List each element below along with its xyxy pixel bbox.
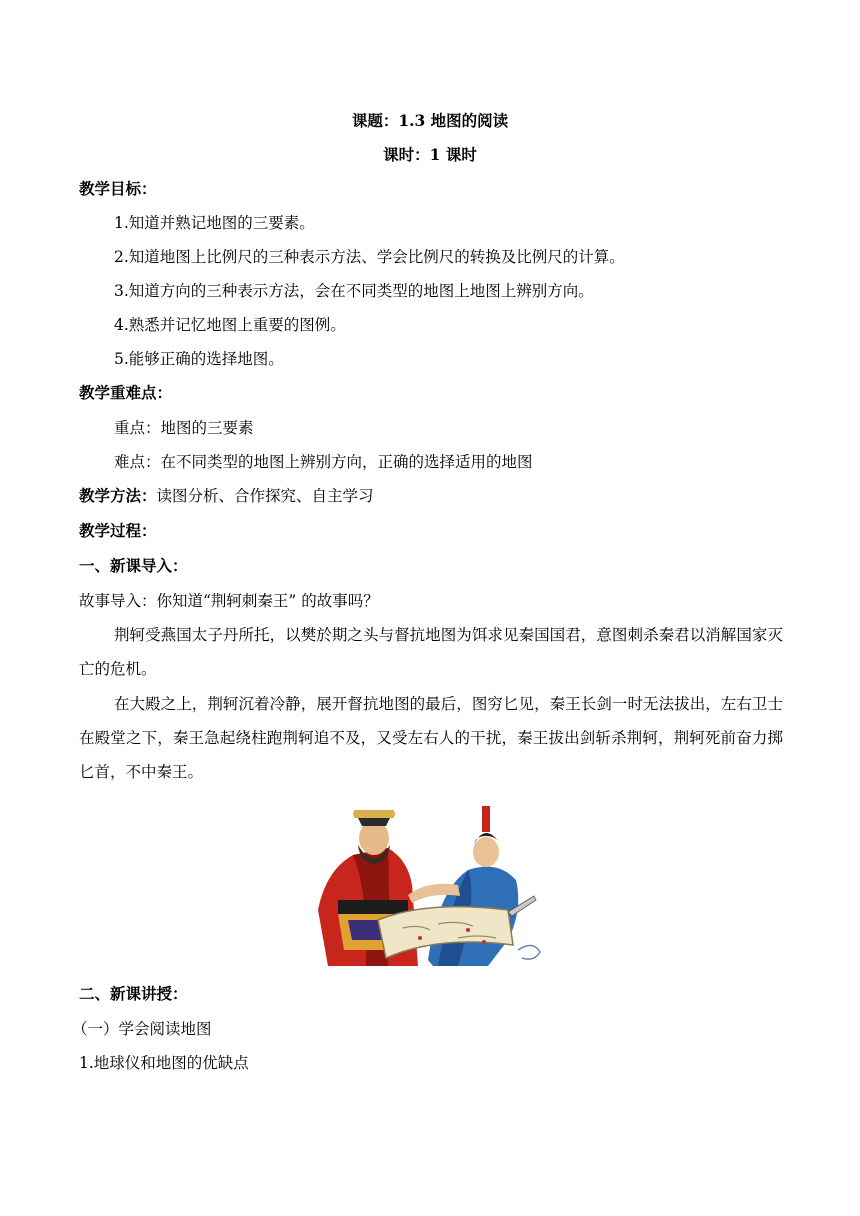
goal-item: 4.熟悉并记忆地图上重要的图例。 <box>114 316 346 334</box>
section-lecture-heading: 二、新课讲授： <box>79 984 188 1003</box>
lesson-title: 课题：1.3 地图的阅读 <box>351 111 509 130</box>
key-point: 重点：地图的三要素 <box>114 419 254 437</box>
goal-item: 1.知道并熟记地图的三要素。 <box>114 214 315 232</box>
subsection-read-map: （一）学会阅读地图 <box>72 1020 212 1038</box>
story-paragraph-1: 荆轲受燕国太子丹所托，以樊於期之头与督抗地图为饵求见秦国国君，意图刺杀秦君以消解国家灭亡的危机。 <box>79 626 783 678</box>
method-text: 读图分析、合作探究、自主学习 <box>156 487 374 505</box>
story-paragraph-2: 在大殿之上，荆轲沉着冷静，展开督抗地图的最后，图穷匕见，秦王长剑一时无法拔出，左右卫士在殿堂之下，秦王急起绕柱跑荆轲追不及，又受左右人的干扰，秦王拔出剑斩杀荆轲，荆轲死前奋力掷匕首，不中秦王。 <box>79 695 783 781</box>
process-heading: 教学过程： <box>79 521 157 540</box>
hard-point: 难点：在不同类型的地图上辨别方向，正确的选择适用的地图 <box>114 453 533 471</box>
section-intro-heading: 一、新课导入： <box>79 556 188 575</box>
difficulty-heading: 教学重难点： <box>79 383 173 402</box>
story-intro: 故事导入：你知道“荆轲刺秦王” 的故事吗？ <box>79 592 379 610</box>
goal-item: 5.能够正确的选择地图。 <box>114 350 284 368</box>
jing-ke-illustration <box>308 800 548 966</box>
item-globe-map: 1.地球仪和地图的优缺点 <box>79 1054 249 1072</box>
lesson-period: 课时：1 课时 <box>383 145 477 164</box>
goals-heading: 教学目标： <box>79 179 157 198</box>
goal-item: 2.知道地图上比例尺的三种表示方法、学会比例尺的转换及比例尺的计算。 <box>114 248 625 266</box>
goal-item: 3.知道方向的三种表示方法，会在不同类型的地图上地图上辨别方向。 <box>114 282 594 300</box>
method-heading: 教学方法： <box>79 486 157 505</box>
method-line <box>79 485 374 507</box>
